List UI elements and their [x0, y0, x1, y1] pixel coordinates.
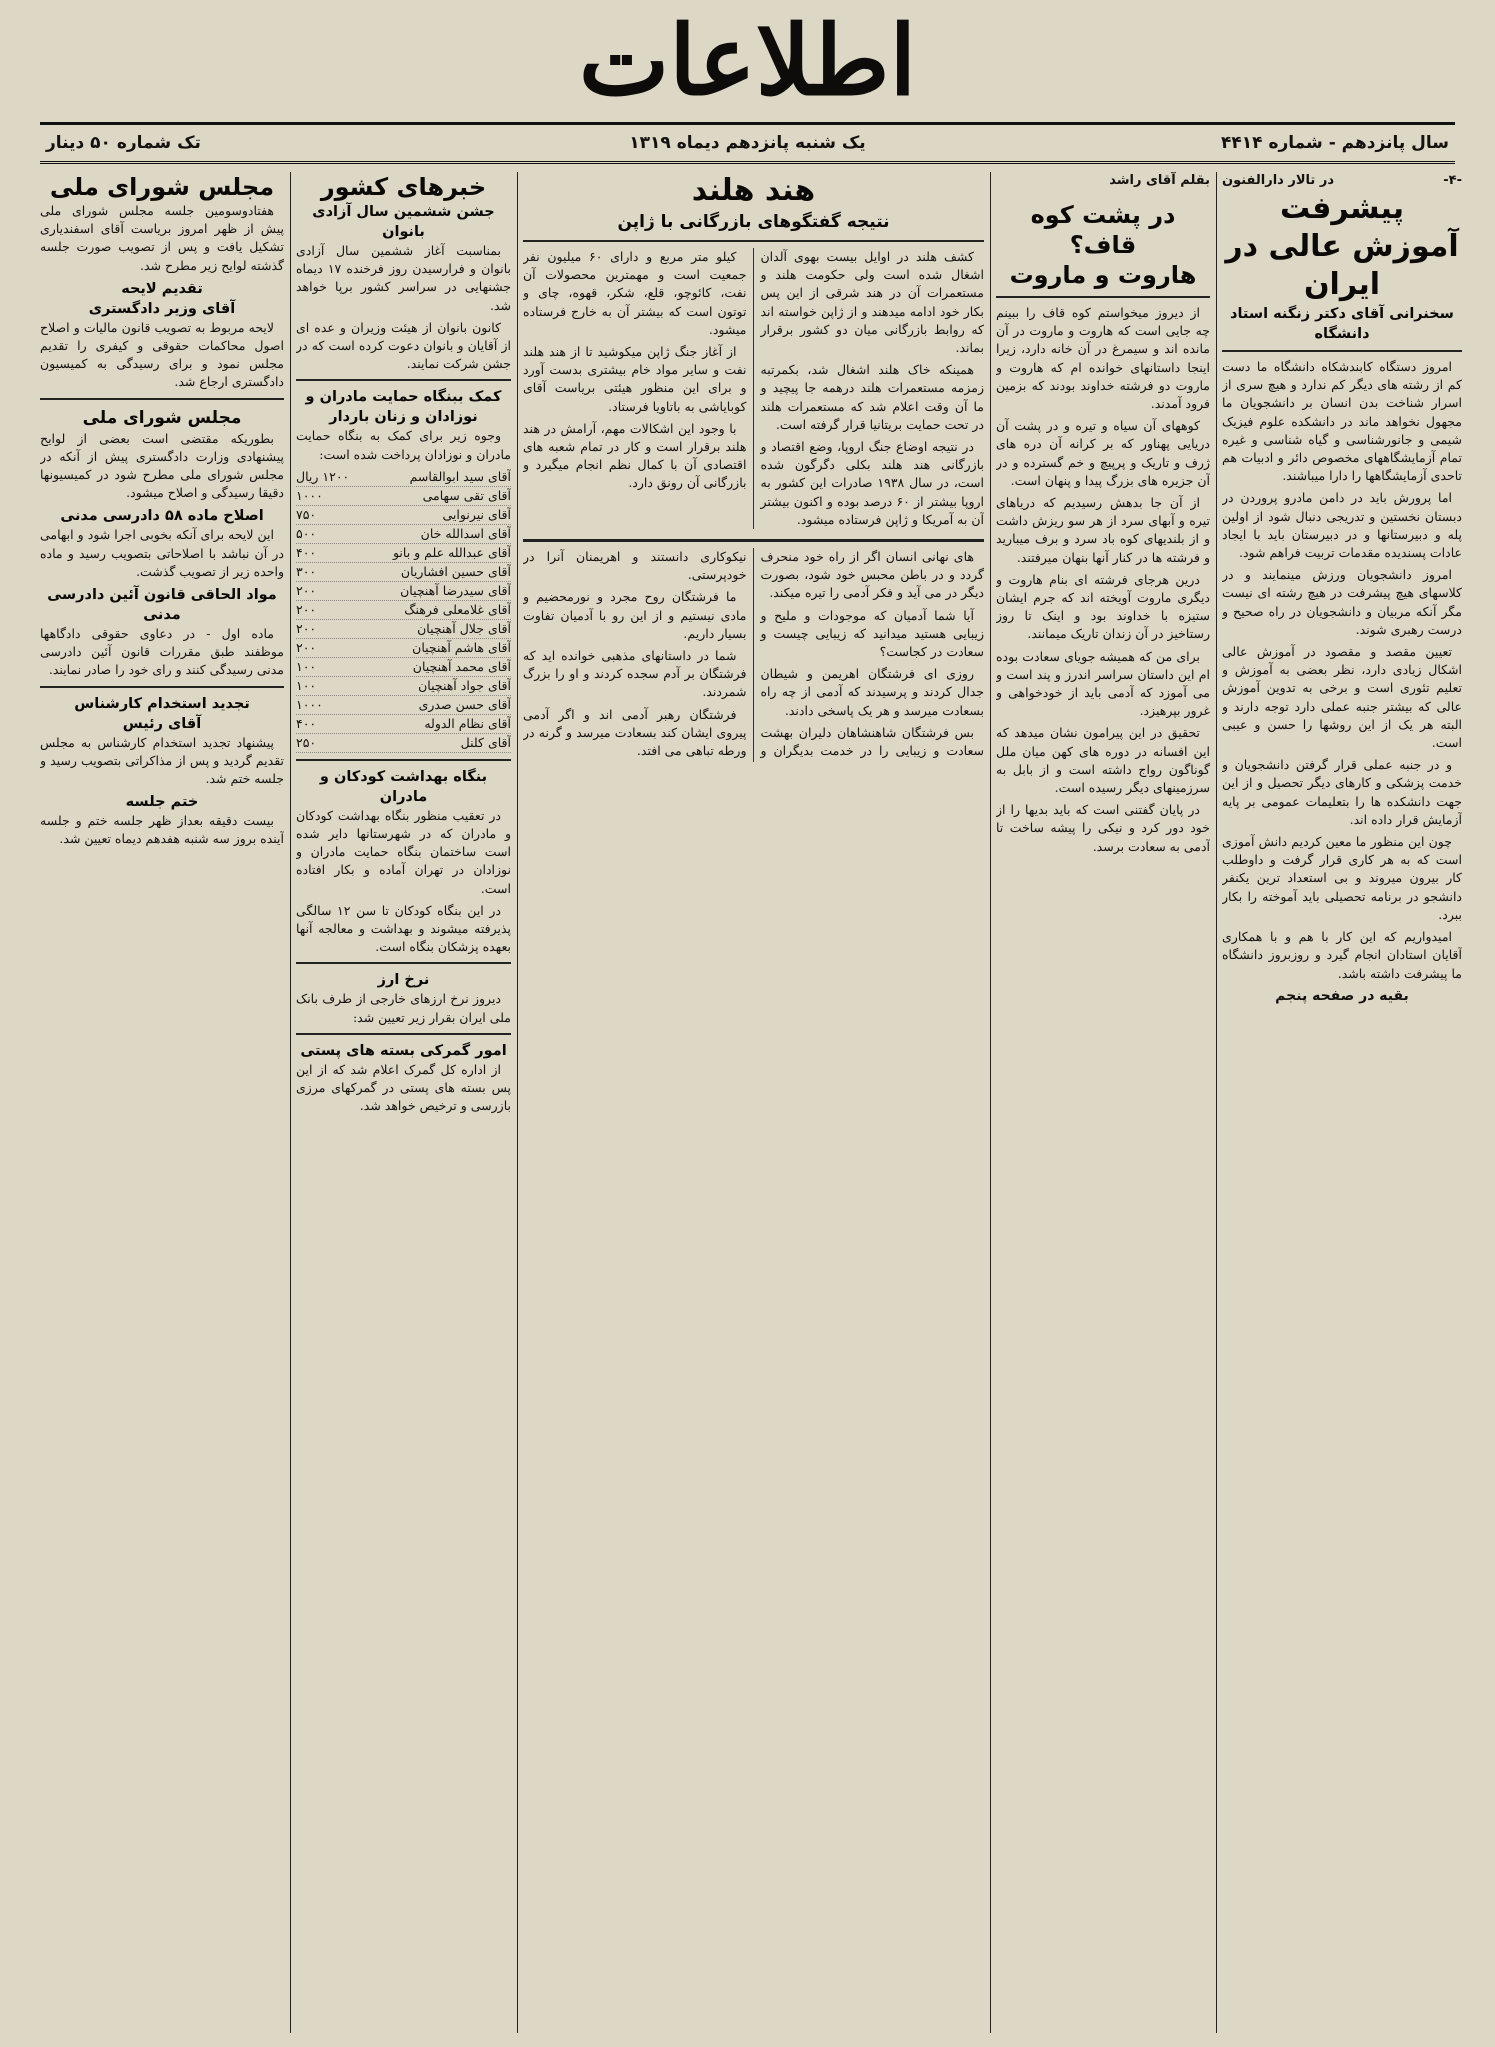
- list-item: آقای حسن صدری ۱۰۰۰: [296, 696, 511, 715]
- news-title: تجدید استخدام کارشناس: [74, 695, 250, 712]
- column-rule: [517, 172, 518, 2033]
- list-item: آقای نیرنوایی ۷۵۰: [296, 506, 511, 525]
- continued-note: بقیه در صفحه پنجم: [1275, 987, 1409, 1004]
- paragraph: بطوریکه مقتضی است بعضی از لوایح پیشنهادی وزارت دادگستری پیش از آنکه در مجلس شورای ملی مطرح شود در کمیسیونها دقیقا رسیدگی و اصلاح میشود.: [40, 430, 284, 501]
- paragraph: کوههای آن سیاه و تیره و در پشت آن دریایی پهناور که بر کرانه آن دره های ژرف و تاریک و پرپیچ و خم گسترده و در آن جزیره های بزرگ پیدا و پنهان است.: [996, 418, 1210, 488]
- paragraph: ماده اول - در دعاوی حقوقی دادگاهها موظفند طبق مقررات قانون آئین دادرسی مدنی رسیدگی کنند و رای خود را صادر نمایند.: [40, 626, 284, 678]
- newspaper-title: اطلاعات: [578, 4, 917, 117]
- list-item: آقای محمد آهنچیان ۱۰۰: [296, 658, 511, 677]
- news-title: جشن ششمین سال آزادی بانوان: [312, 204, 495, 240]
- column-rule: [290, 172, 291, 2033]
- paragraph: کشف هلند در اوایل بیست بهوی آلدان اشغال شده است ولی حکومت هلند و مستعمرات آن در هند شرقی از این پس بکار خود ادامه میدهند و از ژاپن خواسته اند که روابط بازرگانی میان دو کشور برقرار بماند.: [760, 249, 984, 356]
- byline: بقلم آقای راشد: [1109, 173, 1210, 188]
- paragraph: تحقیق در این پیرامون نشان میدهد که این افسانه در دوره های کهن میان ملل گوناگون رواج داشته است و از بابل به سرزمینهای دیگر رسیده است.: [996, 725, 1210, 796]
- section-title: خبرهای کشور: [320, 173, 487, 201]
- paragraph: دیروز نرخ ارزهای خارجی از طرف بانک ملی ایران بقرار زیر تعیین شد:: [296, 991, 511, 1025]
- paragraph: ما فرشتگان روح مجرد و نورمحضیم و مادی نیستیم و از این رو با آدمیان تفاوت بسیار داریم.: [523, 589, 747, 641]
- paragraph: فرشتگان رهبر آدمی اند و اگر آدمی پیروی ایشان کند بسعادت میرسد و گرنه در ورطه تباهی می افتد.: [523, 706, 747, 759]
- column-rule: [1216, 172, 1217, 2033]
- paragraph: اما پرورش باید در دامن مادرو پروردن در دبستان نخستین و تدریجی دنبال شود از اولین پله و دبیرستانها و در دبیرستان باید با ایجاد عادات پسندیده مقدمات تربیت فراهم شود.: [1222, 490, 1462, 561]
- list-item: آقای نظام الدوله ۴۰۰: [296, 715, 511, 734]
- list-item: آقای سید ابوالقاسم ۱۲۰۰ ریال: [296, 468, 511, 487]
- list-item: آقای جلال آهنچیان ۲۰۰: [296, 620, 511, 639]
- list-item: آقای عبدالله علم و بانو ۴۰۰: [296, 544, 511, 563]
- article-higher-education: [1222, 172, 1462, 2037]
- page-marker: -۴-: [1443, 173, 1462, 188]
- paragraph: امروز دانشجویان ورزش مینمایند و در کلاسهای هیچ پیشرفت در هیچ رشته ای نیست مگر آنکه مربیان و دانشجویان در راه صحیح و درست رهبری شوند.: [1222, 567, 1462, 637]
- news-title: امور گمرکی بسته های پستی: [300, 1042, 507, 1059]
- section-title: مجلس شورای ملی: [49, 173, 275, 201]
- paragraph: های نهانی انسان اگر از راه خود منحرف گردد و در باطن محبس خود شود، بصورت دیگر در می آید و فکر آدمی را تیره میکند.: [760, 549, 984, 601]
- subheadline: نتیجه گفتگوهای بازرگانی با ژاپن: [617, 212, 890, 232]
- paragraph: این لایحه برای آنکه بخوبی اجرا شود و ابهامی در آن نباشد با اصلاحاتی بتصویب رسید و ماده واحده زیر از تصویب گذشت.: [40, 527, 284, 579]
- paragraph: در نتیجه اوضاع جنگ اروپا، وضع اقتصاد و بازرگانی هند هلند بکلی دگرگون شده است، در سال ۱۹۳۸ صادرات این کشور به اروپا بیشتر از ۶۰ درصد بوده و اکنون بیشتر آن به آمریکا و ژاپن فرستاده میشود.: [760, 439, 984, 527]
- paragraph: از آن جا بدهش رسیدیم که دریاهای تیره و آبهای سرد از هر سو ریزش داشت و از بلندیهای کوه باد سرد و برف میبارید و فرشته ها در کنار آنها بنهان میرفتند.: [996, 495, 1210, 565]
- list-item: آقای کلنل ۲۵۰: [296, 734, 511, 753]
- issue-info-bar: [40, 122, 1455, 164]
- subheadline: هاروت و ماروت: [1009, 261, 1197, 289]
- angels-essay: [523, 548, 984, 762]
- paragraph: بس فرشتگان شاهنشاهان دلیران بهشت سعادت و زیبایی را در خدمت بدیگران و نیکوکاری دانستند و اهریمنان آنرا در خودپرستی.: [523, 549, 984, 759]
- paragraph: پیشنهاد تجدید استخدام کارشناس به مجلس تقدیم گردید و پس از مذاکراتی بتصویب رسید و جلسه ختم شد.: [40, 734, 284, 787]
- news-title: بنگاه بهداشت کودکان و مادران: [319, 768, 488, 805]
- paragraph: روزی ای فرشتگان اهریمن و شیطان جدال کردند و پرسیدند که آدمی از چه راه بسعادت میرسد و هر یک پاسخی دادند.: [760, 666, 984, 718]
- news-title: تقدیم لایحه: [121, 280, 203, 297]
- paragraph: در این بنگاه کودکان تا سن ۱۲ سالگی پذیرفته میشوند و بهداشت و معالجه آنها بعهده پزشکان بنگاه است.: [296, 902, 511, 955]
- news-title: آقای وزیر دادگستری: [88, 300, 236, 317]
- news-title: کمک ببنگاه حمایت مادران و نوزادان و زنان باردار: [305, 389, 502, 426]
- headline: پیشرفت آموزش عالی در ایران: [1225, 191, 1459, 302]
- column-rule: [990, 172, 991, 2033]
- headline: هند هلند: [691, 173, 816, 208]
- masthead: [0, 0, 1495, 125]
- paragraph: کیلو متر مربع و دارای ۶۰ میلیون نفر جمعیت است و مهمترین محصولات آن نفت، کائوچو، قلع، شکر، قهوه، چای و توتون است که بیشتر آن به خارج فرستاده میشود.: [523, 249, 747, 337]
- paragraph: چون این منظور ما معین کردیم دانش آموزی است که به هر کاری قرار گرفت و داوطلب کار بیرون میروند و بی استعداد ترین یکنفر دانشجو در برنامه تحصیلی باید آموخته را بکار ببرد.: [1222, 834, 1462, 922]
- paragraph: امروز دستگاه کابندشکاه دانشگاه ما دست کم از رشته های دیگر کم ندارد و هیچ سری از اسرار شناخت بدن انسان بر دانشجویان ما مجهول نخواهد ماند در دانشکده علوم فیزیک شیمی و جانورشناسی و گیاه شناسی و غیره تمام آزمایشگاههای مخصوص دائر و ادبیات هم تاحدی آزمایشگاهها را دارا میباشند.: [1222, 359, 1462, 484]
- list-item: آقای هاشم آهنچیان ۲۰۰: [296, 639, 511, 658]
- subheadline: سخنرانی آقای دکتر زنگنه استاد دانشگاه: [1230, 306, 1454, 342]
- paragraph: با وجود این اشکالات مهم، آرامش در هند هلند برقرار است و کار در تمام شعبه های اقتصادی آن با کمال نظم انجام میگیرد و بازرگانی آن رونق دارد.: [523, 420, 747, 491]
- paragraph: برای من که همیشه جویای سعادت بوده ام این داستان سراسر اندرز و پند است و می آموزد که آدمی باید از خودخواهی و غرور بپرهیزد.: [996, 648, 1210, 719]
- news-title: نرخ ارز: [377, 972, 430, 989]
- issue-date: یک شنبه پانزدهم دیماه ۱۳۱۹: [629, 133, 866, 153]
- article-dutch-east-indies: [523, 172, 984, 2037]
- parliament-report: [40, 172, 284, 2037]
- paragraph: در پایان گفتنی است که باید بدیها را از خود دور کرد و نیکی را پیشه ساخت تا آدمی به سعادت برسد.: [996, 802, 1210, 854]
- news-title: ختم جلسه: [125, 794, 199, 811]
- article-mount-qaf: [996, 172, 1210, 2037]
- paragraph: تعیین مقصد و مقصود در آموزش عالی اشکال زیادی دارد، نظر بعضی به آموزش و تعلیم تئوری است و برخی به تدوین آموزش عالی که بیشتر جنبه عملی دارد توجه دارند و البته هر یک از این روشها را حسن و عیبی است.: [1222, 644, 1462, 751]
- news-title: مواد الحاقی قانون آئین دادرسی مدنی: [47, 587, 277, 624]
- list-item: آقای جواد آهنچیان ۱۰۰: [296, 677, 511, 696]
- news-title: اصلاح ماده ۵۸ دادرسی مدنی: [60, 508, 264, 525]
- paragraph: از دیروز میخواستم کوه قاف را ببینم چه جایی است که هاروت و ماروت در آن مانده اند و سیمرغ در آن خانه دارد، زیرا اینجا داستانهای خوانده ام که هاروت و ماروت دو فرشته خداوند بودند که بزمین فرود آمدند.: [996, 305, 1210, 412]
- news-title: آقای رئیس: [122, 715, 202, 732]
- paragraph: از آغاز جنگ ژاپن میکوشید تا از هند هلند نفت و سایر مواد خام بیشتری بدست آورد و برای این منظور هیئتی بریاست آقای کوبایاشی به باتاویا فرستاد.: [523, 344, 747, 414]
- list-item: آقای اسدالله خان ۵۰۰: [296, 525, 511, 544]
- paragraph: وجوه زیر برای کمک به بنگاه حمایت مادران و نوزادان پرداخت شده است:: [296, 428, 511, 462]
- list-item: آقای غلامعلی فرهنگ ۲۰۰: [296, 601, 511, 620]
- paragraph: از اداره کل گمرک اعلام شد که از این پس بسته های پستی در گمرکهای مرزی بازرسی و ترخیص خواهد شد.: [296, 1061, 511, 1114]
- venue-label: در تالار دارالفنون: [1222, 173, 1334, 188]
- list-item: آقای سیدرضا آهنچیان ۲۰۰: [296, 582, 511, 601]
- list-item: آقای تقی سهامی ۱۰۰۰: [296, 487, 511, 506]
- paragraph: شما در داستانهای مذهبی خوانده اید که فرشتگان بر آدم سجده کردند و او را بزرگ شمردند.: [523, 648, 747, 700]
- donation-list: [296, 468, 511, 753]
- paragraph: و در جنبه عملی قرار گرفتن دانشجویان و خدمت پزشکی و کارهای دیگر تحصیل و از این جهت دانشکده ها را بتعلیمات عمومی بر پایه آزمایش قرار داده اند.: [1222, 757, 1462, 827]
- paragraph: کانون بانوان از هیئت وزیران و عده ای از آقایان و بانوان دعوت کرده است که در جشن شرکت نمایند.: [296, 319, 511, 372]
- paragraph: در تعقیب منظور بنگاه بهداشت کودکان و مادران که در شهرستانها دایر شده است ساختمان بنگاه حمایت مادران و نوزادان در تهران آماده و بکار افتاده است.: [296, 807, 511, 896]
- paragraph: آیا شما آدمیان که موجودات و ملیح و زیبایی هستید میدانید که زیبایی چیست و سعادت در کجاست؟: [760, 607, 984, 660]
- list-item: آقای حسین افشاریان ۳۰۰: [296, 563, 511, 582]
- paragraph: درین هرجای فرشته ای بنام هاروت و دیگری ماروت آویخته اند که جرم ایشان ستیزه با خداوند بود و اینک تا روز رستاخیز در آن زندان تاریک میمانند.: [996, 571, 1210, 642]
- headline: در پشت کوه قاف؟: [1030, 201, 1176, 259]
- paragraph: بیست دقیقه بعداز ظهر جلسه ختم و جلسه آینده بروز سه شنبه هفدهم دیماه تعیین شد.: [40, 813, 284, 847]
- paragraph: همینکه خاک هلند اشغال شد، بکمرتبه زمزمه مستعمرات هلند درهمه جا پیچید و ما آن وقت اعلام شد که مستعمرات هلند در تحت حمایت بریتانیا قرار گرفته است.: [760, 362, 984, 432]
- paragraph: امیدواریم که این کار با هم و با همکاری آقایان استادان انجام گیرد و روزبروز دانشگاه ما پیشرفت داشته باشد.: [1222, 929, 1462, 981]
- paragraph: هفتادوسومین جلسه مجلس شورای ملی پیش از ظهر امروز بریاست آقای اسفندیاری تشکیل یافت و پس از تصویب صورت جلسه گذشته لوایح زیر مطرح شد.: [40, 203, 284, 273]
- paragraph: بمناسبت آغاز ششمین سال آزادی بانوان و فرارسیدن روز فرخنده ۱۷ دیماه جشنهایی در سراسر کشور برپا خواهد شد.: [296, 243, 511, 313]
- issue-price: تک شماره ۵۰ دینار: [46, 133, 201, 153]
- paragraph: لایحه مربوط به تصویب قانون مالیات و اصلاح اصول محاکمات حقوقی و کیفری را تقدیم مجلس نمود و برای رسیدگی به کمیسیون دادگستری ارجاع شد.: [40, 319, 284, 390]
- news-title: مجلس شورای ملی: [82, 407, 242, 428]
- issue-number: سال پانزدهم - شماره ۴۴۱۴: [1221, 133, 1449, 153]
- country-news: [296, 172, 511, 2037]
